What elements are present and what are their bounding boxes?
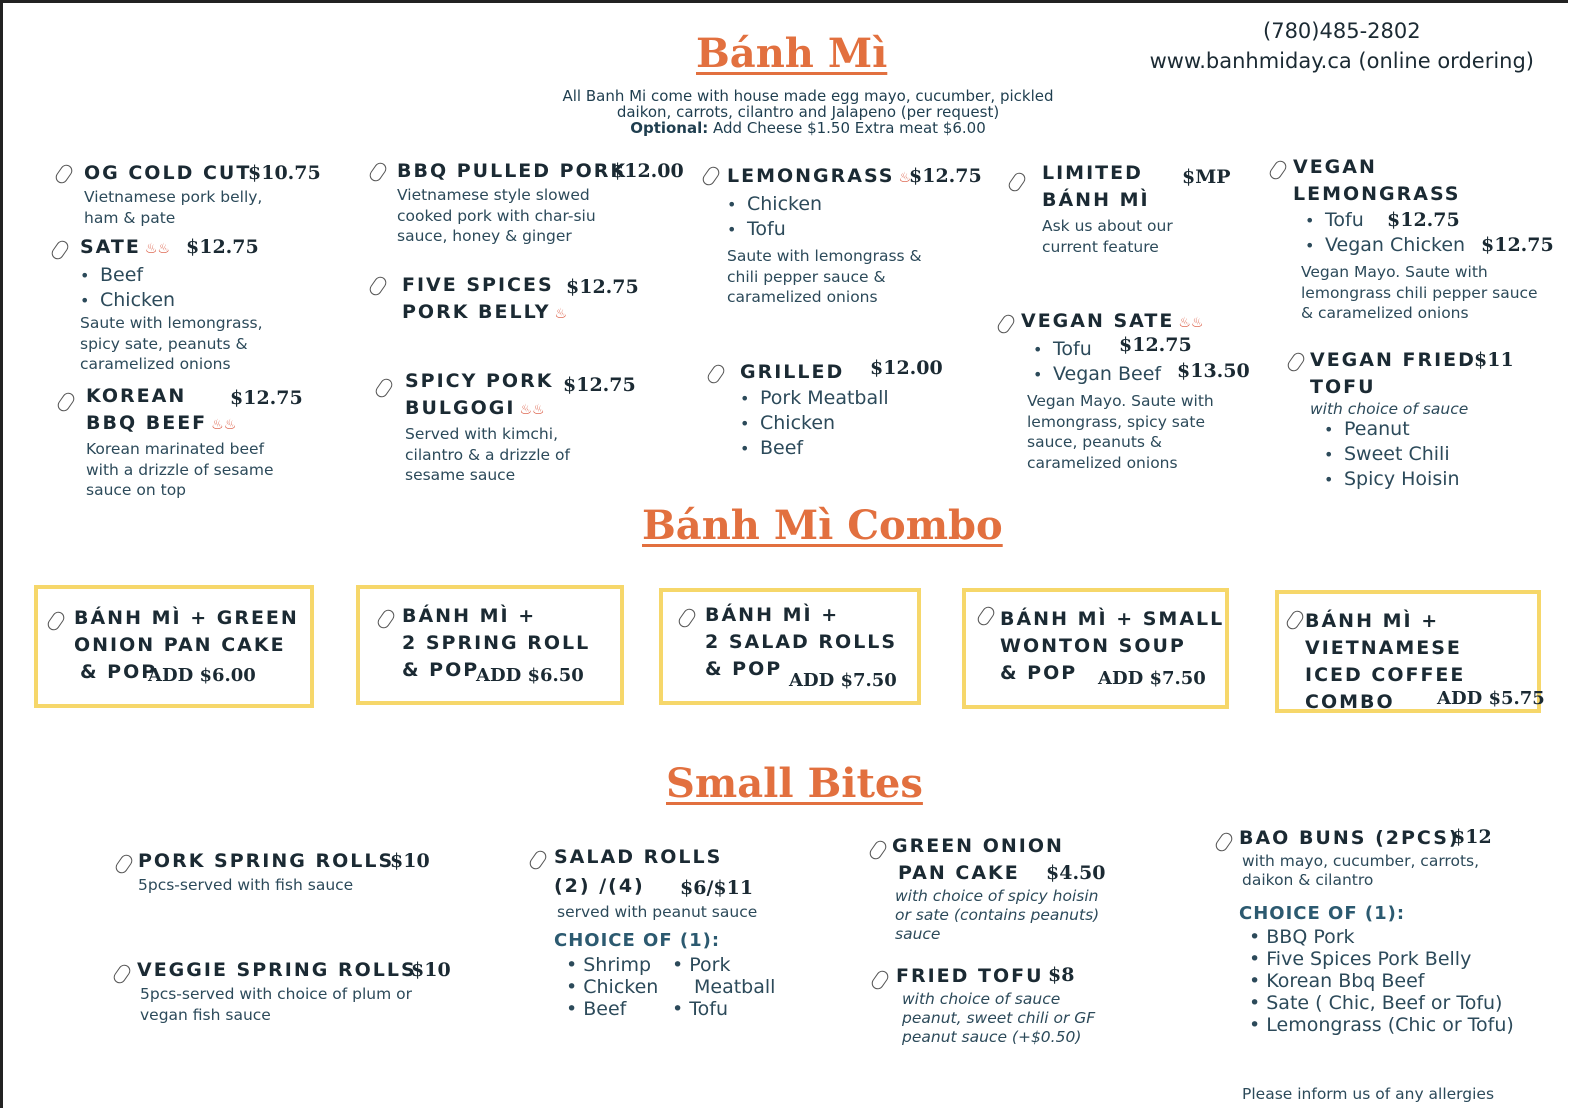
combo-box <box>34 585 314 708</box>
item-price: $12.75 <box>186 236 259 258</box>
option-label: Vegan Beef <box>1053 363 1162 385</box>
item-price: $10 <box>411 959 451 981</box>
combo-line: 2 SPRING ROLL <box>402 632 591 654</box>
item-desc: with choice of sauce <box>902 990 1061 1008</box>
combo-line: BÁNH MÌ + GREEN <box>74 607 299 629</box>
item-price: $6/$11 <box>680 877 754 899</box>
intro-line: daikon, carrots, cilantro and Jalapeno (per request) <box>616 103 1000 121</box>
item-desc: with mayo, cucumber, carrots, <box>1242 852 1480 870</box>
item-name: PAN CAKE <box>898 862 1020 884</box>
combo-line: 2 SALAD ROLLS <box>705 631 898 653</box>
bite-bao-buns <box>1239 825 1549 1036</box>
item-desc: sauce, honey & ginger <box>397 227 572 245</box>
option-label: Tofu <box>1053 338 1092 360</box>
option: • Tofu <box>727 217 987 242</box>
option: Sate ( Chic, Beef or Tofu) <box>1266 992 1503 1014</box>
item-price: $12.75 <box>1481 234 1554 256</box>
item-price: $12.75 <box>1387 209 1460 231</box>
combo-line: & POP <box>402 659 480 681</box>
option: • Spicy Hoisin <box>1324 467 1540 492</box>
option: Korean Bbq Beef <box>1266 970 1425 992</box>
bread-icon <box>375 607 396 630</box>
item-desc: Vegan Mayo. Saute with <box>1027 392 1214 410</box>
option: • Tofu <box>1305 208 1563 233</box>
item-name: PORK BELLY <box>402 301 551 323</box>
bite-fried-tofu <box>896 963 1136 1047</box>
option: • Pork Meatball <box>740 386 970 411</box>
item-name: BBQ BEEF <box>86 412 208 434</box>
item-price: $12.75 <box>230 387 303 409</box>
choice-label: CHOICE OF (1): <box>1239 903 1406 924</box>
item-desc: spicy sate, peanuts & <box>80 334 248 353</box>
menu-item-vegan-sate <box>1021 308 1261 473</box>
optional-text: Add Cheese $1.50 Extra meat $6.00 <box>708 119 986 137</box>
item-name: (2) /(4) <box>554 875 645 897</box>
item-desc: lemongrass chili pepper sauce <box>1301 283 1538 302</box>
item-desc: sesame sauce <box>405 466 516 484</box>
intro-optional <box>500 120 1116 136</box>
item-desc: with choice of spicy hoisin <box>895 887 1099 905</box>
item-desc: Ask us about our <box>1042 217 1173 235</box>
option: • Peanut <box>1324 417 1540 442</box>
item-name: GREEN ONION <box>892 835 1064 857</box>
contact-info <box>1150 16 1534 76</box>
option: • Sweet Chili <box>1324 442 1540 467</box>
item-desc: vegan fish sauce <box>140 1005 271 1024</box>
options-list <box>727 192 987 242</box>
item-name: SPICY PORK <box>405 370 554 392</box>
item-name: OG COLD CUT <box>84 162 252 184</box>
combo-line: & POP <box>80 661 158 683</box>
item-desc: Saute with lemongrass & <box>727 247 922 265</box>
bite-salad-rolls <box>554 844 814 1020</box>
item-desc: Korean marinated beef <box>86 440 265 458</box>
option: • Beef <box>740 436 970 461</box>
item-name: TOFU <box>1310 376 1376 398</box>
combo-line: BÁNH MÌ + <box>1305 610 1440 632</box>
item-desc: sauce, peanuts & <box>1027 433 1162 451</box>
item-price: $12 <box>1452 826 1492 848</box>
menu-item-vegan-tofu <box>1310 347 1540 492</box>
menu-item-grilled <box>740 359 970 461</box>
item-name: LEMONGRASS <box>727 165 895 187</box>
combo-line: ICED COFFEE <box>1305 664 1466 686</box>
options-list <box>740 386 970 461</box>
phone: (780)485-2802 <box>1263 19 1421 43</box>
combo-line: ONION PAN CAKE <box>74 634 286 656</box>
item-desc: cooked pork with char-siu <box>397 206 596 225</box>
bread-icon <box>676 606 697 629</box>
combo-line: BÁNH MÌ + SMALL <box>1000 608 1225 630</box>
item-desc: current feature <box>1042 237 1159 256</box>
website: www.banhmiday.ca (online ordering) <box>1149 49 1534 73</box>
item-price: $12.75 <box>566 276 639 298</box>
menu-item-sate <box>80 234 320 375</box>
item-desc: caramelized onions <box>727 288 878 306</box>
option: Meatball <box>694 976 776 998</box>
chili-icon: ♨♨ <box>144 241 170 257</box>
option: • Chicken <box>727 192 987 217</box>
combo-title: Bánh Mì Combo <box>642 502 1003 549</box>
item-desc: Saute with lemongrass, <box>80 314 263 332</box>
options-list <box>1324 417 1540 492</box>
options-list <box>80 263 320 313</box>
menu-item-vegan-lemongrass <box>1293 154 1563 324</box>
item-price: $4.50 <box>1046 862 1106 884</box>
combo-line: BÁNH MÌ + <box>402 605 537 627</box>
item-price: $13.50 <box>1177 360 1250 382</box>
allergy-note: Please inform us of any allergies <box>1242 1085 1495 1103</box>
item-desc: Served with kimchi, <box>405 425 558 443</box>
choice-list: • BBQ Pork • Five Spices Pork Belly • Korean Bbq Beef • Sate ( Chic, Beef or Tofu) • Lemongrass (Chic or Tofu) <box>1249 926 1514 1036</box>
menu-item-bbq <box>397 158 687 247</box>
menu-item-korean <box>86 383 326 501</box>
choice-list: • Pork Meatball • Tofu <box>672 954 776 1020</box>
intro-text <box>500 88 1116 136</box>
option: • Chicken <box>740 411 970 436</box>
option: Pork <box>689 954 731 976</box>
option: Beef <box>583 998 627 1020</box>
combo-price: ADD $7.50 <box>789 670 897 691</box>
combo-box <box>356 585 624 705</box>
option: • Chicken <box>80 288 320 313</box>
option: Lemongrass (Chic or Tofu) <box>1266 1014 1514 1036</box>
item-desc: daikon & cilantro <box>1242 871 1374 889</box>
chili-icon: ♨ <box>554 306 568 322</box>
item-price: $12.00 <box>611 160 684 182</box>
combo-line: COMBO <box>1305 691 1395 713</box>
chili-icon: ♨♨ <box>1178 315 1204 331</box>
item-price: $11 <box>1474 349 1514 371</box>
bread-icon <box>45 609 66 632</box>
item-desc: peanut sauce (+$0.50) <box>902 1028 1082 1046</box>
item-desc: ham & pate <box>84 208 176 227</box>
combo-price: ADD $7.50 <box>1098 668 1206 689</box>
chili-icon: ♨ <box>898 170 912 186</box>
bite-pork-spring-rolls <box>138 848 458 896</box>
small-bites-title: Small Bites <box>666 760 923 807</box>
item-name: PORK SPRING ROLLS <box>138 850 395 872</box>
combo-line: & POP <box>705 658 783 680</box>
item-desc: peanut, sweet chili or GF <box>902 1009 1096 1027</box>
item-price: $10 <box>390 850 430 872</box>
item-desc: 5pcs-served with fish sauce <box>138 876 354 894</box>
menu-item-bulgogi <box>405 368 645 486</box>
item-price: $8 <box>1048 964 1075 986</box>
combo-price: ADD $6.50 <box>476 665 584 686</box>
combo-line: WONTON SOUP <box>1000 635 1186 657</box>
item-desc: Vietnamese style slowed <box>397 186 590 204</box>
item-desc: lemongrass, spicy sate <box>1027 412 1205 431</box>
item-desc: served with peanut sauce <box>557 903 758 921</box>
item-desc: chili pepper sauce & <box>727 267 886 286</box>
item-price: $12.75 <box>1119 334 1192 356</box>
item-desc: Vietnamese pork belly, <box>84 188 263 206</box>
item-desc: or sate (contains peanuts) <box>895 906 1100 924</box>
item-name: BÁNH MÌ <box>1042 189 1150 211</box>
item-name: SALAD ROLLS <box>554 846 723 868</box>
combo-box <box>659 588 921 705</box>
option: Shrimp <box>583 954 652 976</box>
item-name: GRILLED <box>740 361 845 383</box>
item-desc: with a drizzle of sesame <box>86 460 274 479</box>
item-desc: 5pcs-served with choice of plum or <box>140 985 412 1003</box>
item-name: SATE <box>80 236 141 258</box>
menu-item-og <box>84 160 324 228</box>
item-price: $MP <box>1182 166 1231 188</box>
item-price: $10.75 <box>248 162 321 184</box>
bread-icon <box>1284 608 1305 631</box>
intro-line: All Banh Mi come with house made egg mayo, cucumber, pickled <box>562 87 1054 105</box>
combo-box <box>1275 590 1545 713</box>
item-desc: with choice of sauce <box>1310 400 1469 418</box>
option: Tofu <box>689 998 728 1020</box>
item-name: LEMONGRASS <box>1293 183 1461 205</box>
banh-mi-title: Bánh Mì <box>696 30 888 77</box>
option: • Vegan Chicken <box>1305 233 1563 258</box>
bite-green-onion-pancake <box>892 833 1152 944</box>
item-desc: caramelized onions <box>1027 453 1178 472</box>
item-name: VEGGIE SPRING ROLLS <box>137 959 417 981</box>
combo-line: & POP <box>1000 662 1078 684</box>
item-name: BAO BUNS (2PCS) <box>1239 827 1460 849</box>
choice-list: • Shrimp • Chicken • Beef <box>566 954 659 1020</box>
choice-label: CHOICE OF (1): <box>554 929 721 951</box>
option: Chicken <box>583 976 659 998</box>
combo-price: ADD $5.75 <box>1437 688 1545 709</box>
combo-price: ADD $6.00 <box>148 665 256 686</box>
chili-icon: ♨♨ <box>519 402 545 418</box>
item-name: VEGAN SATE <box>1021 310 1175 332</box>
item-desc: sauce <box>895 925 941 943</box>
item-price: $12.75 <box>563 374 636 396</box>
optional-label: Optional: <box>630 119 709 137</box>
item-name: KOREAN <box>86 385 187 407</box>
item-desc: & caramelized onions <box>1301 304 1469 322</box>
item-desc: caramelized onions <box>80 355 231 373</box>
item-desc: sauce on top <box>86 481 187 499</box>
menu-item-lemongrass <box>727 163 987 308</box>
chili-icon: ♨♨ <box>211 417 237 433</box>
item-price: $12.75 <box>909 165 982 187</box>
item-name: FIVE SPICES <box>402 274 554 296</box>
bite-veggie-spring-rolls <box>137 957 477 1025</box>
item-name: FRIED TOFU <box>896 965 1044 987</box>
item-name: BULGOGI <box>405 397 516 419</box>
bread-icon <box>975 604 996 627</box>
menu-item-limited <box>1042 160 1242 257</box>
item-desc: Vegan Mayo. Saute with <box>1301 263 1488 281</box>
item-name: BBQ PULLED PORK <box>397 160 628 182</box>
option: BBQ Pork <box>1266 926 1355 948</box>
menu-item-five-spices <box>402 272 642 328</box>
combo-box <box>962 588 1229 709</box>
combo-line: BÁNH MÌ + <box>705 604 840 626</box>
item-name: VEGAN FRIED <box>1310 349 1476 371</box>
item-price: $12.00 <box>870 357 943 379</box>
item-name: VEGAN <box>1293 156 1377 178</box>
option: • Beef <box>80 263 320 288</box>
option: Five Spices Pork Belly <box>1266 948 1472 970</box>
item-desc: cilantro & a drizzle of <box>405 445 570 464</box>
item-name: LIMITED <box>1042 162 1143 184</box>
combo-line: VIETNAMESE <box>1305 637 1462 659</box>
